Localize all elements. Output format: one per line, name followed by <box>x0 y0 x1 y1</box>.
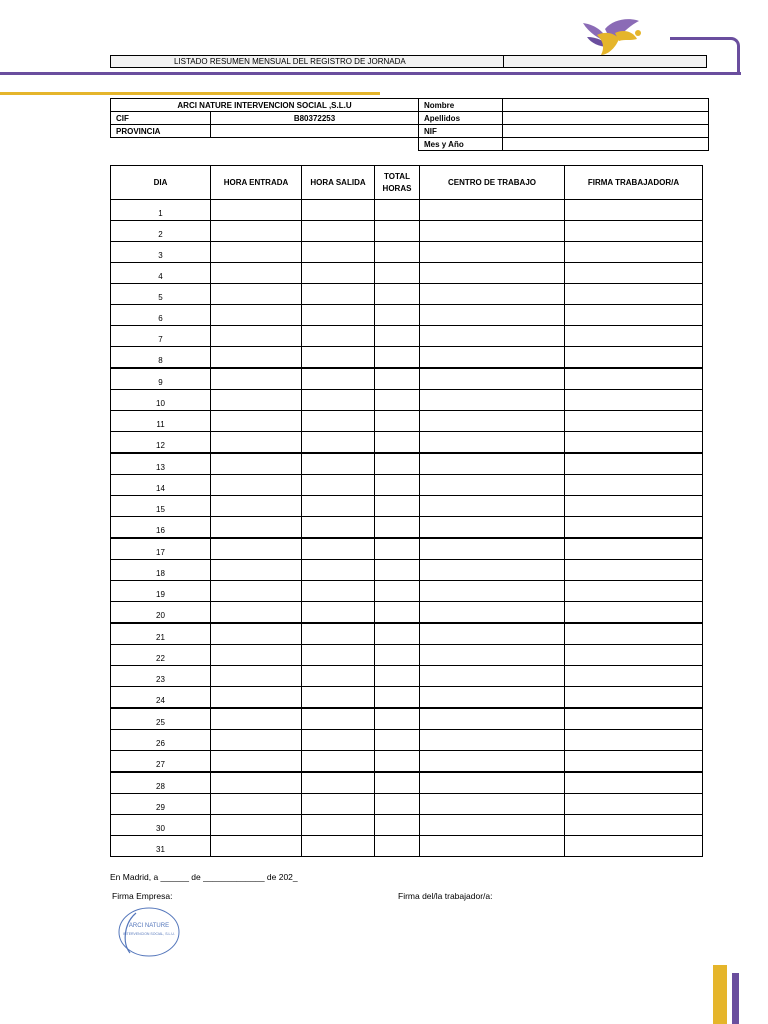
day-cell: 10 <box>111 390 211 411</box>
centro-trabajo-cell[interactable] <box>420 560 565 581</box>
table-row <box>111 602 703 624</box>
hora-salida-cell[interactable] <box>302 284 375 305</box>
nombre-field[interactable] <box>503 99 709 112</box>
hora-entrada-cell[interactable] <box>211 538 302 560</box>
firma-cell[interactable] <box>565 602 703 624</box>
hora-entrada-cell[interactable] <box>211 305 302 326</box>
hora-salida-cell[interactable] <box>302 751 375 773</box>
day-cell: 5 <box>111 284 211 305</box>
provincia-field[interactable] <box>211 125 419 138</box>
employee-info-table <box>110 98 709 151</box>
total-horas-cell[interactable] <box>375 432 420 454</box>
total-horas-cell[interactable] <box>375 411 420 432</box>
day-cell: 30 <box>111 815 211 836</box>
firma-cell[interactable] <box>565 815 703 836</box>
hora-entrada-cell[interactable] <box>211 242 302 263</box>
place-date-line: En Madrid, a ______ de _____________ de 202_ <box>110 872 298 882</box>
day-cell: 23 <box>111 666 211 687</box>
header-gold-line <box>0 92 380 95</box>
hora-entrada-cell[interactable] <box>211 496 302 517</box>
total-horas-cell[interactable] <box>375 772 420 794</box>
company-stamp-icon <box>116 903 182 961</box>
hora-salida-cell[interactable] <box>302 560 375 581</box>
firma-cell[interactable] <box>565 475 703 496</box>
total-horas-cell[interactable] <box>375 453 420 475</box>
table-row <box>111 517 703 539</box>
hora-salida-cell[interactable] <box>302 623 375 645</box>
header-firma-trabajador: FIRMA TRABAJADOR/A <box>565 166 703 200</box>
table-row <box>111 411 703 432</box>
centro-trabajo-cell[interactable] <box>420 836 565 857</box>
centro-trabajo-cell[interactable] <box>420 347 565 369</box>
header-total-horas <box>375 166 420 200</box>
total-horas-cell[interactable] <box>375 263 420 284</box>
hora-salida-cell[interactable] <box>302 708 375 730</box>
table-row <box>111 687 703 709</box>
centro-trabajo-cell[interactable] <box>420 284 565 305</box>
table-row <box>111 815 703 836</box>
firma-trabajador-label: Firma del/la trabajador/a: <box>398 891 493 901</box>
firma-cell[interactable] <box>565 284 703 305</box>
centro-trabajo-cell[interactable] <box>420 517 565 539</box>
form-title: LISTADO RESUMEN MENSUAL DEL REGISTRO DE JORNADA <box>174 57 406 66</box>
day-cell: 9 <box>111 368 211 390</box>
mes-label: Mes y Año <box>419 138 503 151</box>
total-horas-cell[interactable] <box>375 581 420 602</box>
total-horas-cell[interactable] <box>375 538 420 560</box>
nombre-label: Nombre <box>419 99 503 112</box>
centro-trabajo-cell[interactable] <box>420 772 565 794</box>
hora-salida-cell[interactable] <box>302 517 375 539</box>
day-cell: 13 <box>111 453 211 475</box>
header-dia: DIA <box>111 166 211 200</box>
table-row <box>111 560 703 581</box>
hora-entrada-cell[interactable] <box>211 666 302 687</box>
header-total-line1: TOTAL <box>384 171 410 181</box>
centro-trabajo-cell[interactable] <box>420 326 565 347</box>
day-cell: 14 <box>111 475 211 496</box>
hora-salida-cell[interactable] <box>302 687 375 709</box>
hora-entrada-cell[interactable] <box>211 794 302 815</box>
total-horas-cell[interactable] <box>375 560 420 581</box>
hora-entrada-cell[interactable] <box>211 645 302 666</box>
firma-cell[interactable] <box>565 242 703 263</box>
hora-salida-cell[interactable] <box>302 496 375 517</box>
day-cell: 3 <box>111 242 211 263</box>
hora-salida-cell[interactable] <box>302 836 375 857</box>
firma-cell[interactable] <box>565 411 703 432</box>
total-horas-cell[interactable] <box>375 666 420 687</box>
table-row <box>111 475 703 496</box>
firma-cell[interactable] <box>565 390 703 411</box>
hora-entrada-cell[interactable] <box>211 687 302 709</box>
hora-entrada-cell[interactable] <box>211 390 302 411</box>
hora-entrada-cell[interactable] <box>211 623 302 645</box>
centro-trabajo-cell[interactable] <box>420 200 565 221</box>
table-row <box>111 263 703 284</box>
day-cell: 26 <box>111 730 211 751</box>
firma-cell[interactable] <box>565 581 703 602</box>
total-horas-cell[interactable] <box>375 708 420 730</box>
centro-trabajo-cell[interactable] <box>420 242 565 263</box>
firma-cell[interactable] <box>565 368 703 390</box>
day-cell: 29 <box>111 794 211 815</box>
centro-trabajo-cell[interactable] <box>420 411 565 432</box>
centro-trabajo-cell[interactable] <box>420 581 565 602</box>
day-cell: 8 <box>111 347 211 369</box>
total-horas-cell[interactable] <box>375 475 420 496</box>
hora-salida-cell[interactable] <box>302 411 375 432</box>
firma-cell[interactable] <box>565 432 703 454</box>
day-cell: 21 <box>111 623 211 645</box>
hora-salida-cell[interactable] <box>302 432 375 454</box>
firma-cell[interactable] <box>565 623 703 645</box>
hora-salida-cell[interactable] <box>302 347 375 369</box>
table-row <box>111 645 703 666</box>
firma-cell[interactable] <box>565 836 703 857</box>
day-cell: 15 <box>111 496 211 517</box>
timesheet-table <box>110 165 703 857</box>
hora-entrada-cell[interactable] <box>211 368 302 390</box>
day-cell: 6 <box>111 305 211 326</box>
centro-trabajo-cell[interactable] <box>420 496 565 517</box>
table-row <box>111 326 703 347</box>
total-horas-cell[interactable] <box>375 221 420 242</box>
hora-salida-cell[interactable] <box>302 326 375 347</box>
hora-salida-cell[interactable] <box>302 645 375 666</box>
hora-salida-cell[interactable] <box>302 602 375 624</box>
hora-entrada-cell[interactable] <box>211 602 302 624</box>
hora-entrada-cell[interactable] <box>211 560 302 581</box>
arci-nature-butterfly-logo-icon <box>575 15 650 57</box>
table-row <box>111 666 703 687</box>
hora-salida-cell[interactable] <box>302 453 375 475</box>
firma-cell[interactable] <box>565 538 703 560</box>
total-horas-cell[interactable] <box>375 815 420 836</box>
hora-entrada-cell[interactable] <box>211 221 302 242</box>
day-cell: 16 <box>111 517 211 539</box>
day-cell: 22 <box>111 645 211 666</box>
nif-field[interactable] <box>503 125 709 138</box>
day-cell: 25 <box>111 708 211 730</box>
table-row <box>111 347 703 369</box>
apellidos-label: Apellidos <box>419 112 503 125</box>
centro-trabajo-cell[interactable] <box>420 263 565 284</box>
hora-salida-cell[interactable] <box>302 200 375 221</box>
total-horas-cell[interactable] <box>375 751 420 773</box>
firma-cell[interactable] <box>565 687 703 709</box>
centro-trabajo-cell[interactable] <box>420 623 565 645</box>
hora-entrada-cell[interactable] <box>211 517 302 539</box>
firma-cell[interactable] <box>565 517 703 539</box>
firma-cell[interactable] <box>565 347 703 369</box>
form-title-empty-cell <box>503 56 707 67</box>
corner-gold-bar <box>713 965 727 1024</box>
day-cell: 31 <box>111 836 211 857</box>
centro-trabajo-cell[interactable] <box>420 645 565 666</box>
table-header-row <box>111 166 703 200</box>
header-centro-trabajo: CENTRO DE TRABAJO <box>420 166 565 200</box>
hora-salida-cell[interactable] <box>302 666 375 687</box>
total-horas-cell[interactable] <box>375 645 420 666</box>
table-row <box>111 496 703 517</box>
day-cell: 11 <box>111 411 211 432</box>
centro-trabajo-cell[interactable] <box>420 751 565 773</box>
firma-cell[interactable] <box>565 263 703 284</box>
hora-salida-cell[interactable] <box>302 815 375 836</box>
total-horas-cell[interactable] <box>375 284 420 305</box>
centro-trabajo-cell[interactable] <box>420 730 565 751</box>
table-row <box>111 284 703 305</box>
firma-cell[interactable] <box>565 772 703 794</box>
hora-salida-cell[interactable] <box>302 772 375 794</box>
table-row <box>111 305 703 326</box>
info-blank-cell <box>111 138 211 151</box>
day-cell: 7 <box>111 326 211 347</box>
day-cell: 27 <box>111 751 211 773</box>
day-cell: 1 <box>111 200 211 221</box>
hora-entrada-cell[interactable] <box>211 453 302 475</box>
total-horas-cell[interactable] <box>375 794 420 815</box>
centro-trabajo-cell[interactable] <box>420 666 565 687</box>
firma-cell[interactable] <box>565 453 703 475</box>
hora-salida-cell[interactable] <box>302 242 375 263</box>
header-hora-salida: HORA SALIDA <box>302 166 375 200</box>
firma-cell[interactable] <box>565 200 703 221</box>
total-horas-cell[interactable] <box>375 242 420 263</box>
firma-cell[interactable] <box>565 708 703 730</box>
table-row <box>111 772 703 794</box>
total-horas-cell[interactable] <box>375 200 420 221</box>
total-horas-cell[interactable] <box>375 347 420 369</box>
hora-salida-cell[interactable] <box>302 730 375 751</box>
hora-entrada-cell[interactable] <box>211 432 302 454</box>
hora-salida-cell[interactable] <box>302 368 375 390</box>
nif-label: NIF <box>419 125 503 138</box>
mes-field[interactable] <box>503 138 709 151</box>
day-cell: 2 <box>111 221 211 242</box>
centro-trabajo-cell[interactable] <box>420 305 565 326</box>
stamp-line2: INTERVENCION SOCIAL, S.L.U. <box>123 932 175 936</box>
hora-salida-cell[interactable] <box>302 581 375 602</box>
table-row <box>111 794 703 815</box>
centro-trabajo-cell[interactable] <box>420 368 565 390</box>
table-row <box>111 200 703 221</box>
firma-cell[interactable] <box>565 326 703 347</box>
total-horas-cell[interactable] <box>375 326 420 347</box>
centro-trabajo-cell[interactable] <box>420 815 565 836</box>
cif-value: B80372253 <box>211 112 419 125</box>
firma-cell[interactable] <box>565 794 703 815</box>
centro-trabajo-cell[interactable] <box>420 794 565 815</box>
apellidos-field[interactable] <box>503 112 709 125</box>
total-horas-cell[interactable] <box>375 836 420 857</box>
firma-cell[interactable] <box>565 305 703 326</box>
day-cell: 24 <box>111 687 211 709</box>
table-row <box>111 751 703 773</box>
header-hora-entrada: HORA ENTRADA <box>211 166 302 200</box>
centro-trabajo-cell[interactable] <box>420 432 565 454</box>
hora-entrada-cell[interactable] <box>211 475 302 496</box>
hora-entrada-cell[interactable] <box>211 200 302 221</box>
firma-cell[interactable] <box>565 645 703 666</box>
info-blank-cell <box>211 138 419 151</box>
hora-entrada-cell[interactable] <box>211 581 302 602</box>
centro-trabajo-cell[interactable] <box>420 475 565 496</box>
hora-salida-cell[interactable] <box>302 538 375 560</box>
hora-entrada-cell[interactable] <box>211 772 302 794</box>
table-row <box>111 368 703 390</box>
hora-entrada-cell[interactable] <box>211 815 302 836</box>
centro-trabajo-cell[interactable] <box>420 390 565 411</box>
hora-salida-cell[interactable] <box>302 305 375 326</box>
total-horas-cell[interactable] <box>375 687 420 709</box>
hora-entrada-cell[interactable] <box>211 347 302 369</box>
form-title-bar <box>110 55 707 68</box>
hora-salida-cell[interactable] <box>302 794 375 815</box>
total-horas-cell[interactable] <box>375 496 420 517</box>
stamp-line1: ARCI NATURE <box>128 923 170 929</box>
hora-entrada-cell[interactable] <box>211 284 302 305</box>
company-name: ARCI NATURE INTERVENCION SOCIAL ,S.L.U <box>111 99 419 112</box>
total-horas-cell[interactable] <box>375 730 420 751</box>
hora-salida-cell[interactable] <box>302 263 375 284</box>
total-horas-cell[interactable] <box>375 305 420 326</box>
centro-trabajo-cell[interactable] <box>420 221 565 242</box>
table-row <box>111 221 703 242</box>
corner-purple-bar <box>732 973 739 1024</box>
hora-entrada-cell[interactable] <box>211 326 302 347</box>
day-cell: 18 <box>111 560 211 581</box>
firma-cell[interactable] <box>565 560 703 581</box>
hora-entrada-cell[interactable] <box>211 751 302 773</box>
firma-empresa-label: Firma Empresa: <box>112 891 173 901</box>
header-purple-line <box>0 72 741 75</box>
firma-cell[interactable] <box>565 496 703 517</box>
hora-entrada-cell[interactable] <box>211 263 302 284</box>
hora-entrada-cell[interactable] <box>211 836 302 857</box>
table-row <box>111 708 703 730</box>
table-row <box>111 623 703 645</box>
centro-trabajo-cell[interactable] <box>420 602 565 624</box>
table-row <box>111 730 703 751</box>
centro-trabajo-cell[interactable] <box>420 708 565 730</box>
table-row <box>111 390 703 411</box>
total-horas-cell[interactable] <box>375 390 420 411</box>
total-horas-cell[interactable] <box>375 602 420 624</box>
table-row <box>111 538 703 560</box>
total-horas-cell[interactable] <box>375 623 420 645</box>
table-row <box>111 242 703 263</box>
centro-trabajo-cell[interactable] <box>420 453 565 475</box>
table-row <box>111 836 703 857</box>
day-cell: 20 <box>111 602 211 624</box>
firma-cell[interactable] <box>565 666 703 687</box>
firma-cell[interactable] <box>565 730 703 751</box>
hora-entrada-cell[interactable] <box>211 708 302 730</box>
centro-trabajo-cell[interactable] <box>420 538 565 560</box>
hora-entrada-cell[interactable] <box>211 730 302 751</box>
hora-salida-cell[interactable] <box>302 221 375 242</box>
table-row <box>111 432 703 454</box>
centro-trabajo-cell[interactable] <box>420 687 565 709</box>
hora-salida-cell[interactable] <box>302 390 375 411</box>
firma-cell[interactable] <box>565 751 703 773</box>
day-cell: 28 <box>111 772 211 794</box>
day-cell: 17 <box>111 538 211 560</box>
hora-salida-cell[interactable] <box>302 475 375 496</box>
provincia-label: PROVINCIA <box>111 125 211 138</box>
hora-entrada-cell[interactable] <box>211 411 302 432</box>
total-horas-cell[interactable] <box>375 517 420 539</box>
table-row <box>111 581 703 602</box>
day-cell: 19 <box>111 581 211 602</box>
header-total-line2: HORAS <box>382 183 412 193</box>
day-cell: 4 <box>111 263 211 284</box>
cif-label: CIF <box>111 112 211 125</box>
total-horas-cell[interactable] <box>375 368 420 390</box>
table-row <box>111 453 703 475</box>
day-cell: 12 <box>111 432 211 454</box>
firma-cell[interactable] <box>565 221 703 242</box>
